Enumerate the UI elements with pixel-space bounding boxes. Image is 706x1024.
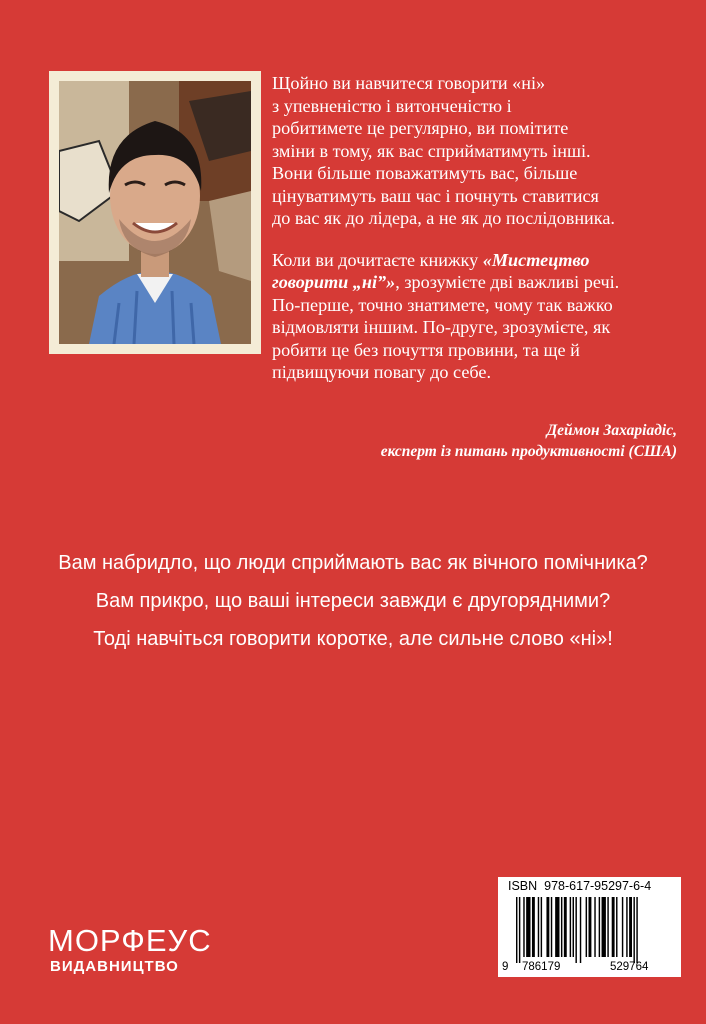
barcode-bar <box>622 897 623 957</box>
quote-line: до вас як до лідера, а не як до послідовника. <box>272 208 615 228</box>
quote-line: цінуватимуть ваш час і почнуть ставитися <box>272 185 599 206</box>
book-title-part-2: говорити „ні”» <box>272 272 396 292</box>
isbn-barcode <box>498 877 681 977</box>
barcode-bar <box>607 897 608 957</box>
quote-text: , зрозумієте дві важливі речі. <box>395 272 620 292</box>
teaser-line: Тоді навчіться говорити коротке, але сильне слово «ні»! <box>93 628 613 650</box>
author-photo-frame <box>49 71 261 354</box>
quote-paragraph-1 <box>272 72 677 230</box>
barcode-bar <box>589 897 592 957</box>
barcode-bar <box>541 897 542 957</box>
barcode-bar <box>526 897 530 957</box>
barcode-bar <box>523 897 524 957</box>
quote-line: робити це без почуття провини, та ще й <box>272 339 580 360</box>
quote-line: робитимете це регулярно, ви помітите <box>272 118 569 138</box>
book-title-part-1: «Мистецтво <box>482 249 590 270</box>
barcode-bar <box>602 897 606 957</box>
quote-line: Щойно ви навчитеся говорити «ні» <box>272 73 546 93</box>
barcode-bar <box>612 897 615 957</box>
barcode-bar <box>586 897 587 957</box>
barcode-digits-left: 786179 <box>522 961 561 973</box>
quote-line: По-перше, точно знатимете, чому так важко <box>272 294 613 315</box>
barcode-bar <box>580 897 581 963</box>
barcode-bar <box>636 897 637 963</box>
quote-line: відмовляти іншим. По-друге, зрозумієте, як <box>272 317 611 337</box>
quote-line: зміни в тому, як вас сприйматимуть інші. <box>272 140 591 161</box>
barcode-digits-right: 529764 <box>610 961 649 973</box>
barcode-bar <box>629 897 632 957</box>
barcode-bar <box>561 897 562 957</box>
quote-line: підвищуючи повагу до себе. <box>272 362 492 382</box>
author-photo <box>59 81 251 344</box>
barcode-bar <box>575 897 576 963</box>
barcode-bar <box>546 897 549 957</box>
barcode-bar <box>519 897 520 963</box>
quote-line: з упевненістю і витонченістю і <box>272 95 512 116</box>
publisher-subtitle: ВИДАВНИЦТВО <box>50 958 179 975</box>
barcode-bar <box>532 897 535 957</box>
barcode-bar <box>599 897 600 957</box>
isbn-number: 978-617-95297-6-4 <box>544 879 652 893</box>
publisher-name: МОРФЕУС <box>48 923 212 958</box>
publisher-logo <box>48 924 212 976</box>
quote-text: Коли ви дочитаєте книжку <box>272 249 483 270</box>
teaser-line: Вам набридло, що люди сприймають вас як вічного помічника? <box>58 552 648 574</box>
barcode-bar <box>516 897 517 963</box>
barcode-bar <box>564 897 567 957</box>
isbn-label: ISBN <box>508 879 538 893</box>
quote-attribution <box>381 420 677 462</box>
isbn-text <box>508 879 651 893</box>
author-role: експерт із питань продуктивності (США) <box>380 443 677 460</box>
teaser-questions <box>0 548 706 662</box>
barcode-bars <box>498 897 681 963</box>
barcode-bar <box>551 897 552 957</box>
barcode-bar <box>626 897 627 957</box>
barcode-digit-first: 9 <box>502 961 509 973</box>
barcode-bar <box>594 897 595 957</box>
endorsement-quote <box>272 72 677 384</box>
barcode-bar <box>570 897 571 957</box>
barcode-bar <box>538 897 539 957</box>
barcode-bar <box>573 897 574 957</box>
teaser-line: Вам прикро, що ваші інтереси завжди є другорядними? <box>95 590 611 612</box>
barcode-bar <box>555 897 559 957</box>
quote-line: Вони більше поважатимуть вас, більше <box>272 163 578 183</box>
barcode-bar <box>633 897 634 963</box>
barcode-bar <box>616 897 617 957</box>
author-name: Деймон Захаріадіс, <box>546 422 677 439</box>
quote-paragraph-2 <box>272 249 677 384</box>
